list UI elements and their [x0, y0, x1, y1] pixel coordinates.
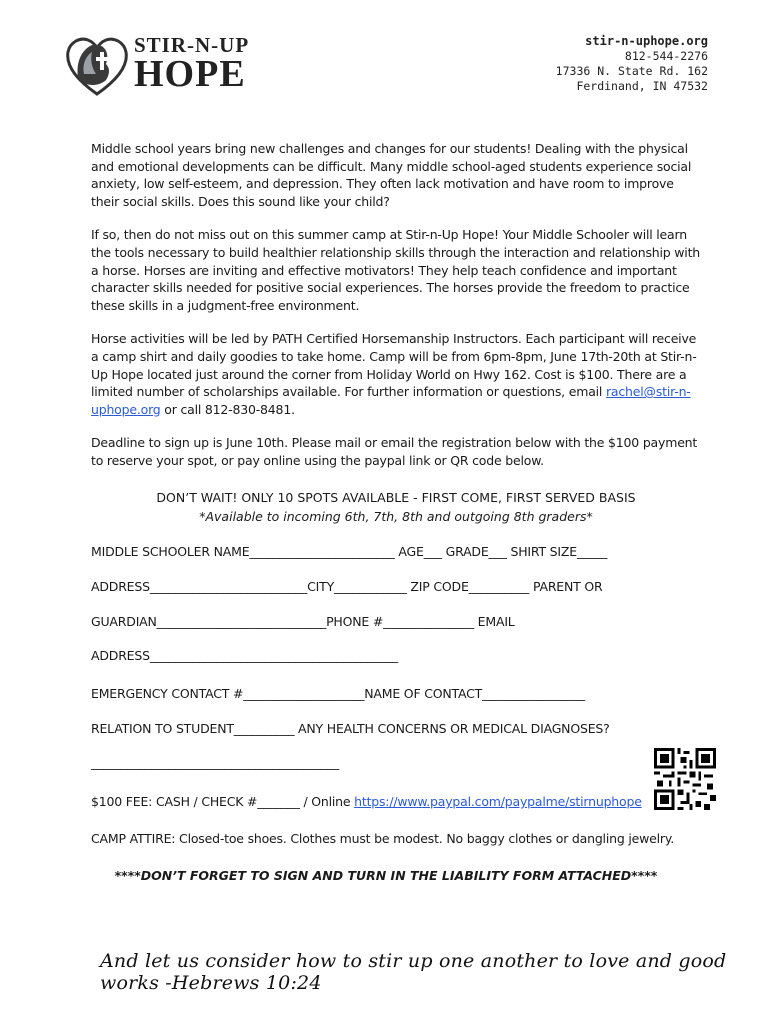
form-health-line[interactable]: _________________________________________ [91, 755, 340, 770]
form-guardian-line[interactable]: GUARDIAN____________________________PHONE #_______________ EMAIL [91, 614, 515, 629]
form-fee-line [91, 794, 642, 809]
contact-block [556, 34, 708, 94]
notice-subline: *Available to incoming 6th, 7th, 8th and outgoing 8th graders* [199, 509, 593, 524]
form-relation-line[interactable]: RELATION TO STUDENT__________ ANY HEALTH CONCERNS OR MEDICAL DIAGNOSES? [91, 721, 610, 736]
email-link[interactable]: rachel@stir-n-uphope.org [91, 384, 691, 417]
paragraph-camp: If so, then do not miss out on this summer camp at Stir-n-Up Hope! Your Middle Schooler will learn the tools necessary to build healthier relationship skills through the interaction and relationship with a horse. Horses are inviting and effective motivators! They help teach confidence and important character skills needed for positive social experiences. The horses provide the freedom to practice these skills in a judgment-free environment. [91, 227, 701, 313]
liability-reminder: ****DON’T FORGET TO SIGN AND TURN IN THE LIABILITY FORM ATTACHED**** [114, 868, 658, 883]
qr-code-icon[interactable] [654, 748, 716, 810]
details-text: Horse activities will be led by PATH Certified Horsemanship Instructors. Each participant will receive a camp shirt and daily goodies to take home. Camp will be from 6pm-8pm, June 17th-20th at Stir-n-Up Hope located just around the corner from Holiday World on Hwy 162. Cost is $100. There are a limited number of scholarships available. For further information or questions, email [91, 331, 697, 400]
phone: 812-544-2276 [624, 49, 708, 63]
scripture-verse: And let us consider how to stir up one another to love and good works -Hebrews 10:24 [100, 950, 727, 994]
logo [64, 30, 264, 102]
form-emergency-line[interactable]: EMERGENCY CONTACT #____________________NAME OF CONTACT_________________ [91, 686, 585, 701]
logo-title-top: STIR-N-UP [134, 33, 250, 57]
fee-label[interactable]: $100 FEE: CASH / CHECK #_______ / Online [91, 794, 355, 809]
form-student-line[interactable]: MIDDLE SCHOOLER NAME________________________ AGE___ GRADE___ SHIRT SIZE_____ [91, 544, 608, 559]
notice-headline: DON’T WAIT! ONLY 10 SPOTS AVAILABLE - FIRST COME, FIRST SERVED BASIS [156, 490, 636, 505]
logo-title-bottom: HOPE [134, 53, 246, 95]
paypal-link[interactable]: https://www.paypal.com/paypalme/stirnuphope [354, 794, 642, 809]
details-phone: or call 812-830-8481. [160, 401, 295, 417]
form-attire-line: CAMP ATTIRE: Closed-toe shoes. Clothes must be modest. No baggy clothes or dangling jewelry. [91, 831, 675, 846]
address-street: 17336 N. State Rd. 162 [555, 64, 708, 78]
paragraph-intro: Middle school years bring new challenges and changes for our students! Dealing with the physical and emotional developments can be difficult. Many middle school-aged students experience social anxiety, low self-esteem, and depression. They often lack motivation and have room to improve their social skills. Does this sound like your child? [91, 141, 692, 209]
address-city: Ferdinand, IN 47532 [576, 79, 708, 93]
heart-horse-icon [64, 34, 130, 100]
form-email-line[interactable]: ADDRESS_________________________________________ [91, 648, 398, 663]
paragraph-details [91, 330, 701, 418]
notice [91, 488, 701, 526]
paragraph-deadline: Deadline to sign up is June 10th. Please mail or email the registration below with the $100 payment to reserve your spot, or pay online using the paypal link or QR code below. [91, 435, 698, 468]
form-address-line[interactable]: ADDRESS__________________________CITY____________ ZIP CODE__________ PARENT OR [91, 579, 603, 594]
website: stir-n-uphope.org [585, 34, 708, 48]
body-text [91, 140, 701, 486]
